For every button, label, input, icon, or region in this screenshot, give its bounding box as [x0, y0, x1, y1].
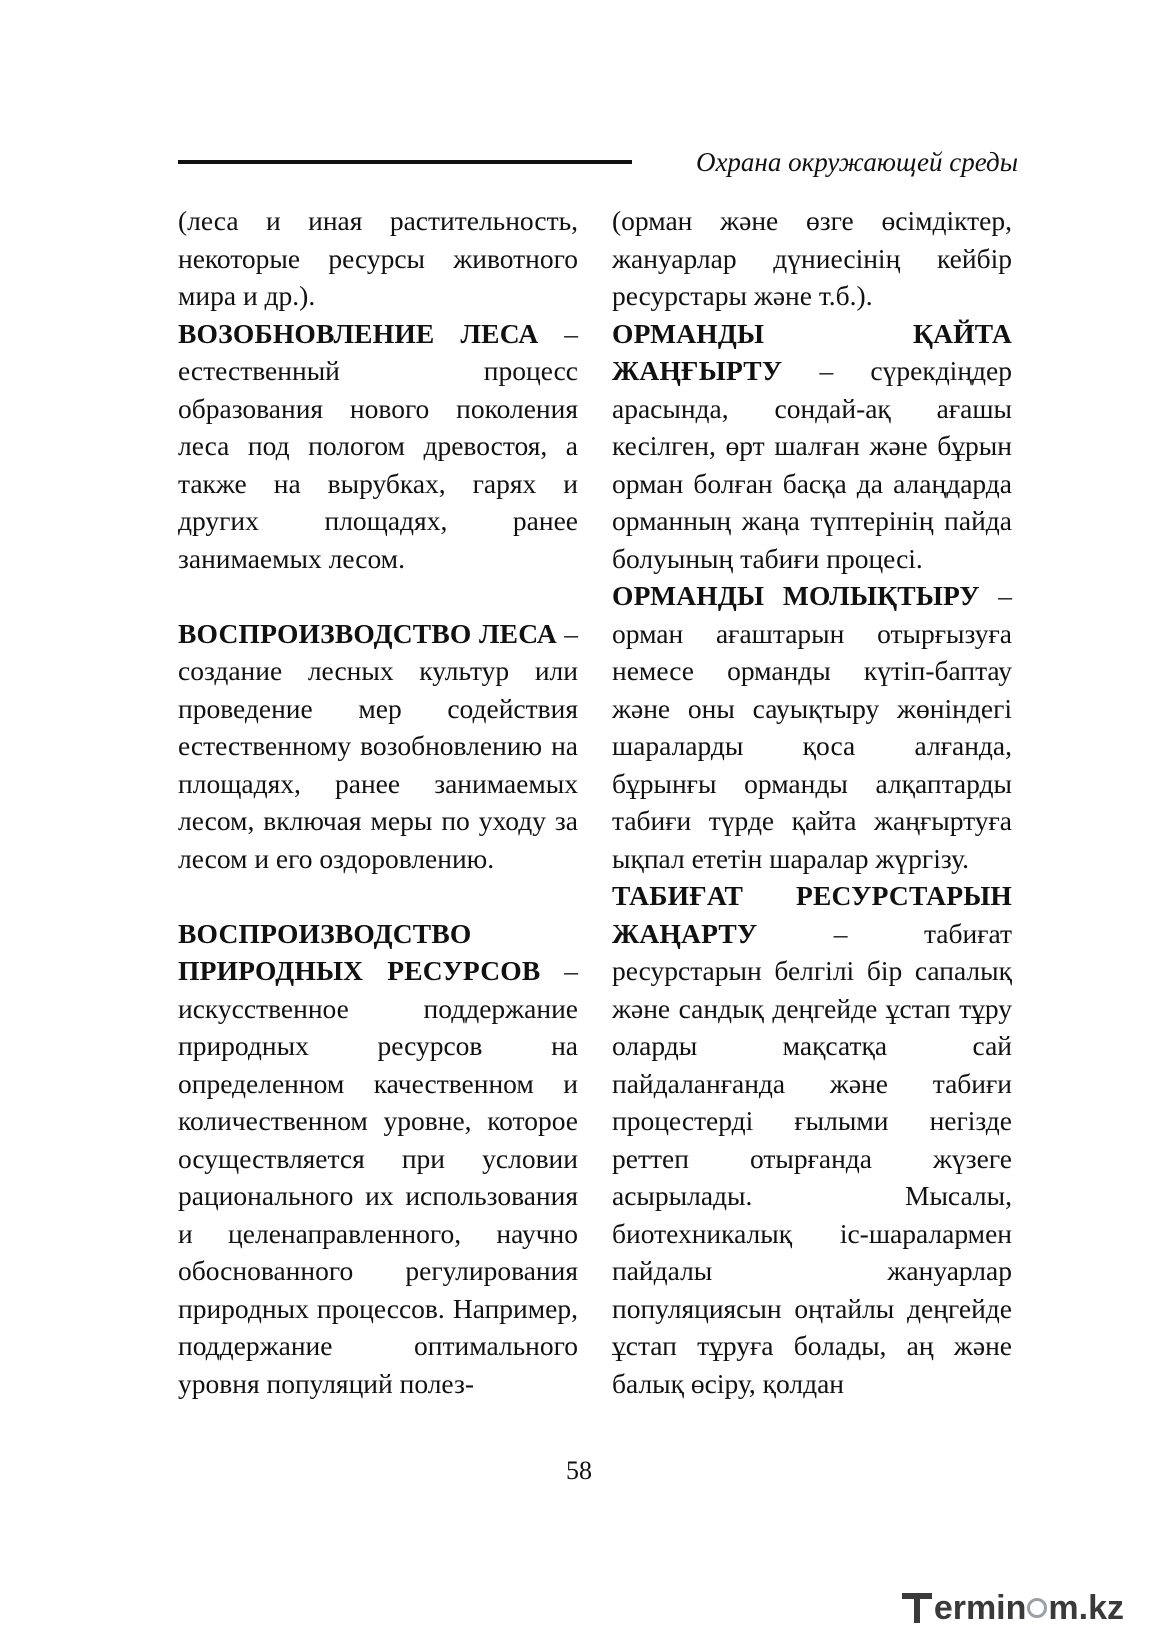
- left-entry-vozobnovlenie: [178, 315, 578, 578]
- left-column: [178, 202, 578, 1402]
- entry-text: (орман және өзге өсімдіктер, жануарлар дүниесінің кейбір ресурстары және т.б.).: [612, 205, 1012, 311]
- watermark-text-part1: ermin: [933, 1588, 1027, 1627]
- magnifier-o-icon: [1027, 1598, 1047, 1618]
- right-entry-tabigat-resurs: [612, 877, 1012, 1402]
- entry-spacer: [178, 577, 578, 615]
- entry-text: – естественный процесс образования нового поколения леса под пологом древостоя, а также на вырубках, гарях и других площадях, ранее занимаемых лесом.: [178, 317, 579, 574]
- entry-text: (леса и иная растительность, некоторые ресурсы животного мира и др.).: [178, 205, 578, 311]
- right-entry-ormandy-molyktyru: [612, 577, 1012, 877]
- page-number: 58: [566, 1456, 592, 1485]
- entry-term: ВОСПРОИЗВОДСТВО ЛЕСА: [178, 617, 557, 649]
- entry-term: ТАБИҒАТ РЕСУРСТАРЫН ЖАҢАРТУ: [612, 880, 1012, 949]
- entry-term: ОРМАНДЫ МОЛЫҚТЫРУ: [612, 580, 980, 611]
- right-column: [612, 202, 1012, 1402]
- right-entry-ormandy-kaita: [612, 315, 1012, 578]
- termincom-watermark: [902, 1588, 1124, 1628]
- left-entry-vosproizvodstvo-resursov: [178, 915, 578, 1403]
- running-header-title: Охрана окружающей среды: [695, 147, 1018, 177]
- entry-text: – табиғат ресурстарын белгілі бір сапалық және сандық деңгейде ұстап тұру оларды мақсатқа сай пайдаланғанда және табиғи процестерді ғылыми негізде реттеп отырғанда жүзеге асырылады. Мысалы, биотехникалық іс-шаралармен пайдалы жануарлар популяциясын оңтайлы деңгейде ұстап тұруға болады, аң және балық өсіру, қолдан: [612, 917, 1012, 1399]
- entry-text: – искусственное поддержание природных ресурсов на определенном качественном и количественном уровне, которое осуществляется при условии рационального их использования и целенаправленного, научно обоснованного регулирования природных процессов. Например, поддержание оптимального уровня популяций полез-: [178, 955, 578, 1399]
- entry-term: ВОСПРОИЗВОДСТВО ПРИРОДНЫХ РЕСУРСОВ: [178, 917, 541, 986]
- entry-spacer: [178, 877, 578, 915]
- entry-text: – создание лесных культур или проведение мер содействия естественному возобновлению на площадях, ранее занимаемых лесом, включая меры по уходу за лесом и его оздоровлению.: [178, 617, 578, 874]
- left-entry-continuation: [178, 202, 578, 315]
- header-rule: [178, 160, 632, 164]
- entry-term: ОРМАНДЫ ҚАЙТА ЖАҢҒЫРТУ: [612, 317, 1012, 386]
- entry-text: – сүрекдіңдер арасында, сондай-ақ ағашы кесілген, өрт шалған және бұрын орман болған басқа да алаңдарда орманның жаңа түптерінің пайда болуының табиғи процесі.: [612, 355, 1012, 574]
- entry-term: ВОЗОБНОВЛЕНИЕ ЛЕСА: [178, 317, 539, 349]
- watermark-text-part2: m.kz: [1048, 1588, 1124, 1627]
- entry-text: – орман ағаштарын отырғызуға немесе орманды күтіп-баптау және оны сауықтыру жөніндегі шараларды қоса алғанда, бұрынғы орманды алқаптарды табиғи түрде қайта жаңғыртуға ықпал ететін шаралар жүргізу.: [612, 580, 1012, 874]
- left-entry-vosproizvodstvo-lesa: [178, 615, 578, 878]
- right-entry-continuation: [612, 202, 1012, 315]
- t-logo-icon: [902, 1591, 932, 1625]
